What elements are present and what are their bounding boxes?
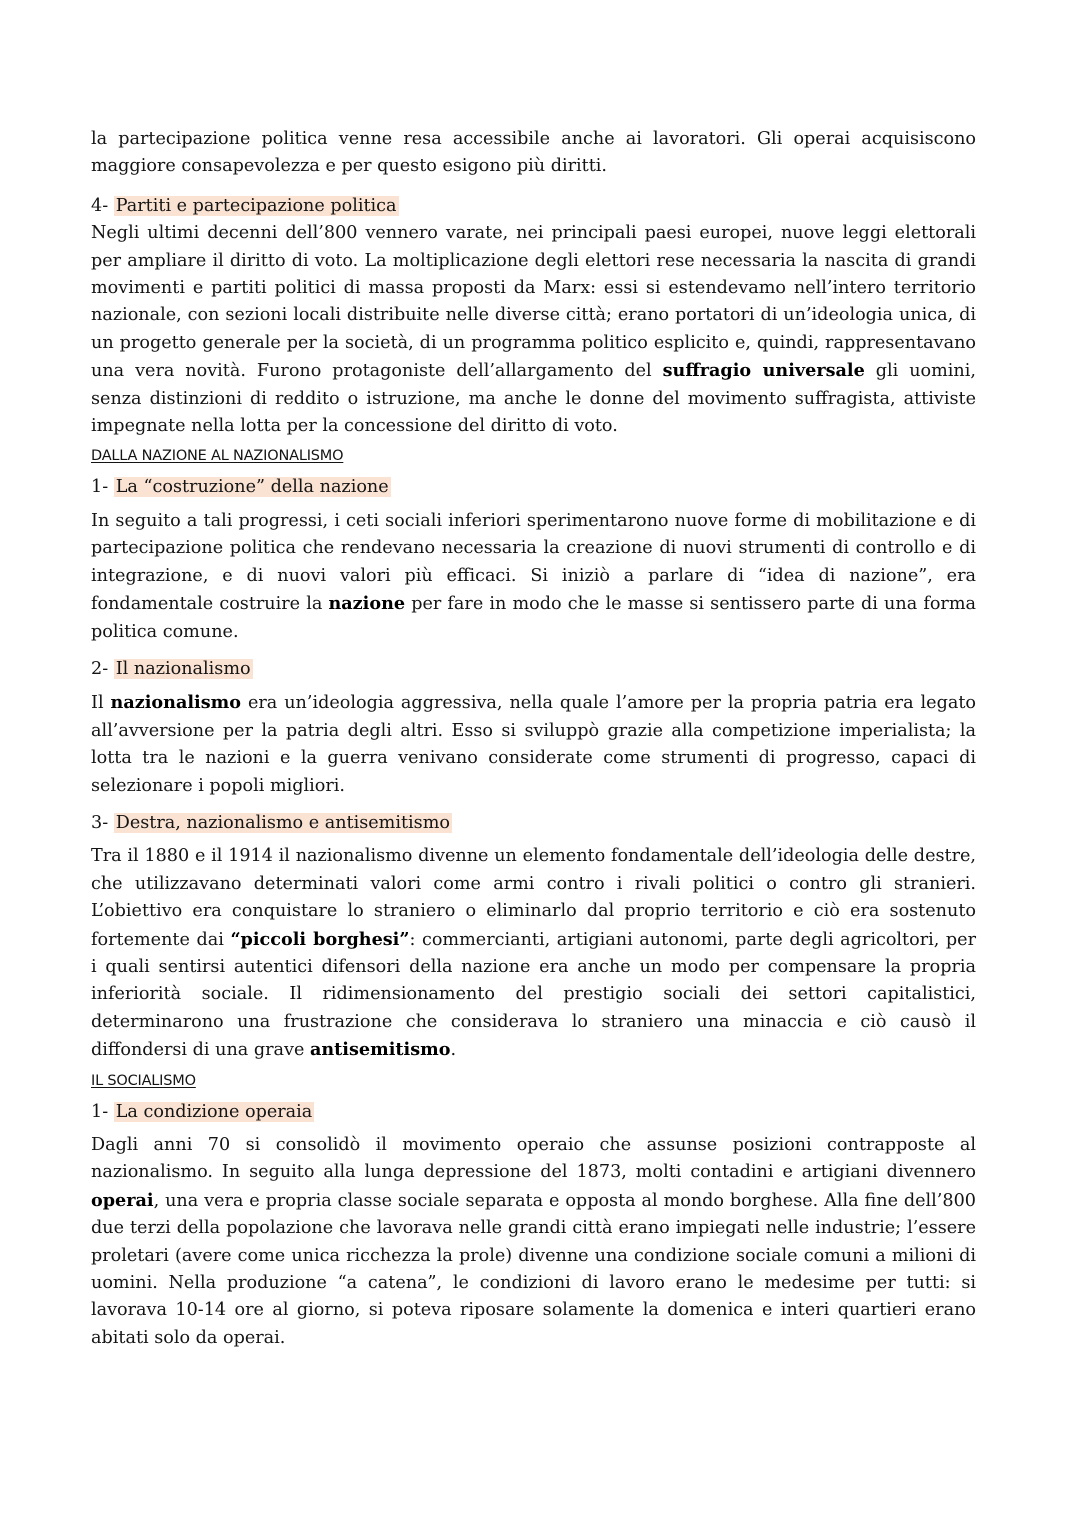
section-number: 1- bbox=[91, 1101, 114, 1122]
paragraph-nazionalismo: Il nazionalismo era un’ideologia aggressiva, nella quale l’amore per la propria patria era legato all’avversione per la patria degli altri. Esso si sviluppò grazie alla competizione imperialista; la lotta tra le nazioni e la guerra venivano considerate come strumenti di progresso, capaci di selezionare i popoli migliori. bbox=[91, 692, 976, 796]
chapter-heading-socialismo: IL SOCIALISMO bbox=[91, 1072, 196, 1089]
bold-term: nazione bbox=[328, 593, 406, 615]
section-number: 1- bbox=[91, 477, 114, 498]
intro-paragraph: la partecipazione politica venne resa accessibile anche ai lavoratori. Gli operai acquisiscono maggiore consapevolezza e per questo esigono più diritti. bbox=[91, 129, 976, 177]
bold-term: nazionalismo bbox=[110, 692, 241, 714]
section-title-highlight: Destra, nazionalismo e antisemitismo bbox=[115, 812, 450, 833]
bold-term: suffragio universale bbox=[662, 360, 865, 382]
paragraph-destra: Tra il 1880 e il 1914 il nazionalismo divenne un elemento fondamentale dell’ideologia delle destre, che utilizzavano determinati valori come armi contro i rivali politici o contro gli stranieri. L’obiettivo era conquistare lo straniero o eliminarlo dal proprio territorio e ciò era sostenuto fortemente dai “piccoli borghesi”: commercianti, artigiani autonomi, parte degli agricoltori, per i quali sentirsi autentici difensori della nazione era anche un modo per compensare la propria inferiorità sociale. Il ridimensionamento del prestigio sociali dei settori capitalistici, determinarono una frustrazione che considerava lo straniero una minaccia e ciò causò il diffondersi di una grave antisemitismo. bbox=[91, 846, 976, 1061]
section-title-highlight: Partiti e partecipazione politica bbox=[115, 195, 397, 216]
paragraph-partiti: Negli ultimi decenni dell’800 vennero varate, nei principali paesi europei, nuove leggi elettorali per ampliare il diritto di voto. La moltiplicazione degli elettori rese necessaria la nascita di grandi movimenti e partiti politici di massa proposti da Marx: essi si estendevamo nell’intero territorio nazionale, con sezioni locali distribuite nelle diverse città; erano portatori di un’ideologia unica, di un progetto generale per la società, di un programma politico esplicito e, quindi, rappresentavano una vera novità. Furono protagoniste dell’allargamento del suffragio universale gli uomini, senza distinzioni di reddito o istruzione, ma anche le donne del movimento suffragista, attiviste impegnate nella lotta per la concessione del diritto di voto. bbox=[91, 223, 976, 437]
bold-term: “piccoli borghesi” bbox=[230, 928, 410, 950]
section-heading-nazionalismo bbox=[91, 656, 976, 683]
document-page bbox=[91, 126, 976, 1352]
section-number: 4- bbox=[91, 195, 114, 216]
bold-term: antisemitismo bbox=[309, 1039, 451, 1061]
paragraph-costruzione: In seguito a tali progressi, i ceti sociali inferiori sperimentarono nuove forme di mobilitazione e di partecipazione politica che rendevano necessaria la creazione di nuovi strumenti di controllo e di integrazione, e di nuovi valori più efficaci. Si iniziò a parlare di “idea di nazione”, era fondamentale costruire la nazione per fare in modo che le masse si sentissero parte di una forma politica comune. bbox=[91, 510, 977, 642]
chapter-heading-nazione: DALLA NAZIONE AL NAZIONALISMO bbox=[91, 448, 344, 465]
paragraph-condizione-operaia: Dagli anni 70 si consolidò il movimento operaio che assunse posizioni contrapposte al nazionalismo. In seguito alla lunga depressione del 1873, molti contadini e artigiani divennero operai, una vera e propria classe sociale separata e opposta al mondo borghese. Alla fine dell’800 due terzi della popolazione che lavorava nelle grandi città erano impiegati nelle industrie; l’essere proletari (avere come unica ricchezza la prole) divenne una condizione sociale comuni a milioni di uomini. Nella produzione “a catena”, le condizioni di lavoro erano le medesime per tutti: si lavorava 10-14 ore al giorno, si poteva riposare solamente la domenica e interi quartieri erano abitati solo da operai. bbox=[91, 1135, 976, 1348]
section-number: 2- bbox=[91, 658, 114, 679]
section-title-highlight: La “costruzione” della nazione bbox=[115, 477, 389, 498]
bold-term: operai bbox=[91, 1189, 154, 1211]
section-title-highlight: Il nazionalismo bbox=[115, 658, 251, 679]
section-heading-condizione-operaia bbox=[91, 1099, 976, 1126]
section-heading-costruzione bbox=[91, 474, 976, 501]
section-heading-destra bbox=[91, 810, 976, 837]
section-title-highlight: La condizione operaia bbox=[115, 1101, 313, 1122]
section-number: 3- bbox=[91, 812, 114, 833]
section-heading-partiti bbox=[91, 193, 976, 220]
